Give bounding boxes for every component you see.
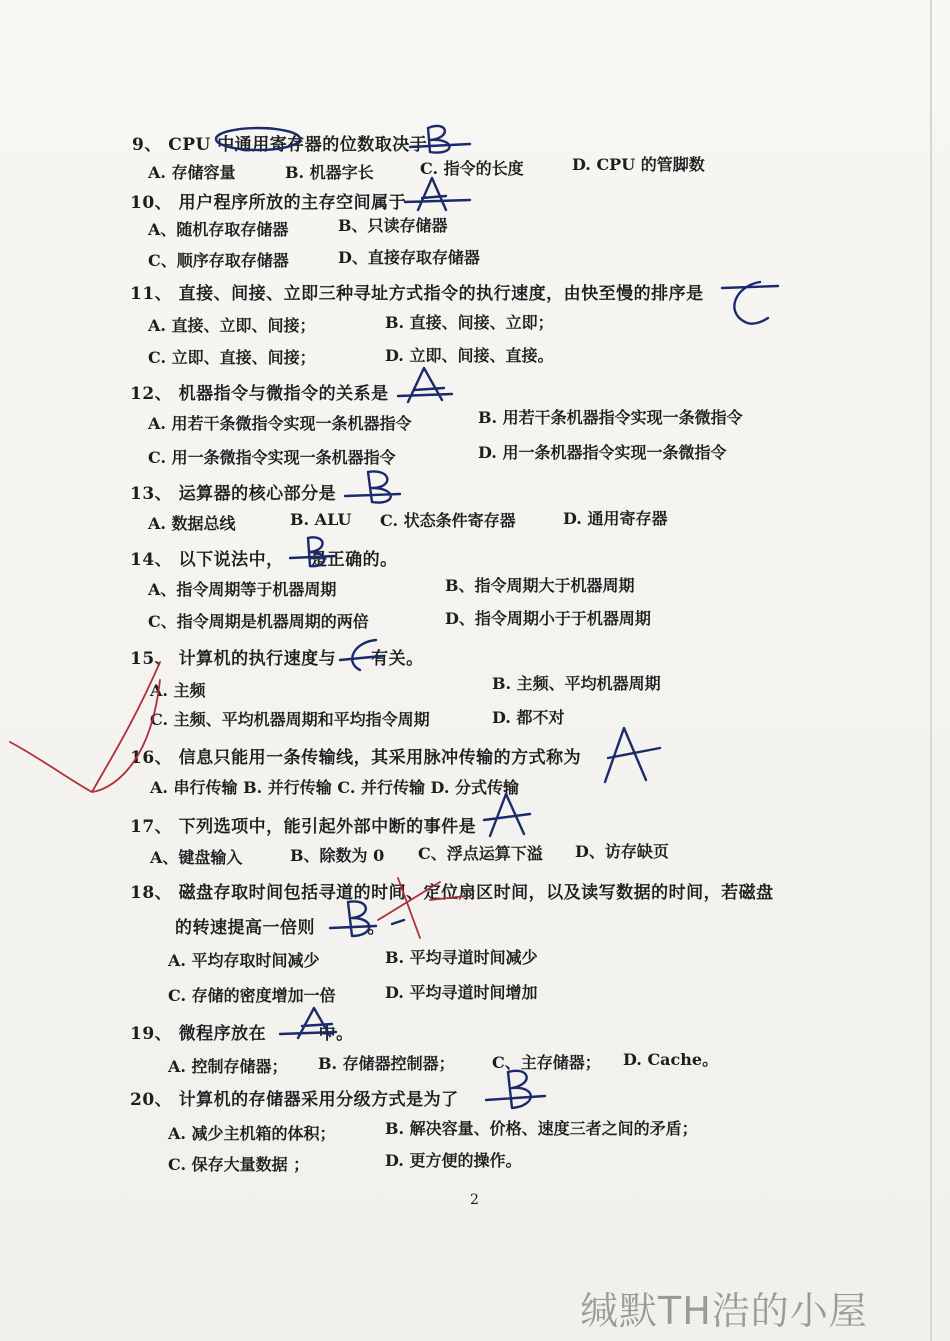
q13-option-c: C. 状态条件寄存器	[380, 511, 516, 530]
q18-option-b: B. 平均寻道时间减少	[385, 948, 538, 967]
question-16: 16、 信息只能用一条传输线，其采用脉冲传输的方式称为	[130, 748, 582, 768]
q14-option-d: D、指令周期小于于机器周期	[445, 609, 651, 628]
q19-option-b: B. 存储器控制器；	[318, 1054, 455, 1073]
question-12: 12、 机器指令与微指令的关系是	[130, 384, 389, 404]
q16-options: A. 串行传输 B. 并行传输 C. 并行传输 D. 分式传输	[150, 778, 519, 797]
q20-option-d: D. 更方便的操作。	[385, 1151, 522, 1170]
page-edge	[930, 0, 932, 1341]
q10-option-b: B、只读存储器	[338, 216, 448, 235]
q17-option-b: B、除数为 0	[290, 846, 385, 865]
q20-answer-mark	[486, 1071, 545, 1108]
q15-option-d: D. 都不对	[492, 708, 565, 727]
q10-option-a: A、随机存取存储器	[148, 220, 289, 239]
q12-option-c: C. 用一条微指令实现一条机器指令	[148, 448, 396, 467]
q18-option-a: A. 平均存取时间减少	[168, 951, 320, 970]
question-18: 18、 磁盘存取时间包括寻道的时间、定位扇区时间，以及读写数据的时间，若磁盘	[130, 883, 774, 903]
q9-option-b: B. 机器字长	[285, 163, 374, 182]
q10-answer-mark	[405, 178, 470, 210]
q20-option-c: C. 保存大量数据 ；	[168, 1155, 310, 1174]
question-10: 10、 用户程序所放的主存空间属于	[130, 193, 407, 213]
q19-option-a: A. 控制存储器；	[168, 1057, 288, 1076]
question-17: 17、 下列选项中，能引起外部中断的事件是	[130, 817, 477, 837]
q12-option-a: A. 用若干条微指令实现一条机器指令	[148, 414, 412, 433]
q14-option-c: C、指令周期是机器周期的两倍	[148, 612, 369, 631]
q10-option-c: C、顺序存取存储器	[148, 251, 289, 270]
q15-16-check-mark	[10, 662, 160, 792]
q17-option-d: D、访存缺页	[575, 842, 669, 861]
q17-answer-mark	[484, 794, 530, 836]
q11-answer-mark	[722, 282, 778, 324]
question-20: 20、 计算机的存储器采用分级方式是为了	[130, 1090, 459, 1110]
q15-option-a: A. 主频	[150, 681, 206, 700]
q13-option-b: B. ALU	[290, 510, 352, 529]
q9-option-d: D. CPU 的管脚数	[572, 155, 705, 174]
question-15: 15、 计算机的执行速度与 有关。	[130, 649, 424, 669]
q17-option-c: C、浮点运算下溢	[418, 844, 543, 863]
q20-option-b: B. 解决容量、价格、速度三者之间的矛盾；	[385, 1119, 698, 1138]
q11-option-d: D. 立即、间接、直接。	[385, 346, 554, 365]
q15-option-c: C. 主频、平均机器周期和平均指令周期	[150, 710, 430, 729]
q13-option-a: A. 数据总线	[148, 514, 236, 533]
q11-option-a: A. 直接、立即、间接；	[148, 316, 316, 335]
q12-answer-mark	[398, 368, 452, 402]
q17-option-a: A、键盘输入	[150, 848, 243, 867]
question-11: 11、 直接、间接、立即三种寻址方式指令的执行速度，由快至慢的排序是	[130, 284, 704, 304]
q9-option-c: C. 指令的长度	[420, 159, 524, 178]
q18-option-c: C. 存储的密度增加一倍	[168, 986, 336, 1005]
q20-option-a: A. 减少主机箱的体积；	[168, 1124, 336, 1143]
q11-option-c: C. 立即、直接、间接；	[148, 348, 316, 367]
watermark: 缄默TH浩的小屋	[580, 1289, 868, 1333]
q11-option-b: B. 直接、间接、立即；	[385, 313, 554, 332]
q13-option-d: D. 通用寄存器	[563, 509, 668, 528]
q12-option-d: D. 用一条机器指令实现一条微指令	[478, 443, 727, 462]
q18-option-d: D. 平均寻道时间增加	[385, 983, 538, 1002]
q13-answer-mark	[345, 471, 400, 502]
q9-option-a: A. 存储容量	[148, 163, 236, 182]
q14-option-a: A、指令周期等于机器周期	[148, 580, 337, 599]
question-9: 9、 CPU 中通用寄存器的位数取决于	[132, 135, 428, 155]
question-19: 19、 微程序放在 中。	[130, 1024, 354, 1044]
question-14: 14、 以下说法中， 是正确的。	[130, 550, 398, 570]
q15-option-b: B. 主频、平均机器周期	[492, 674, 661, 693]
q14-option-b: B、指令周期大于机器周期	[445, 576, 635, 595]
q16-answer-mark	[605, 728, 660, 782]
question-13: 13、 运算器的核心部分是	[130, 484, 337, 504]
page-number: 2	[470, 1192, 479, 1208]
question-18-cont: 的转速提高一倍则 。	[175, 918, 385, 938]
q12-option-b: B. 用若干条机器指令实现一条微指令	[478, 408, 743, 427]
q10-option-d: D、直接存取存储器	[338, 248, 480, 267]
q19-option-c: C、主存储器；	[492, 1053, 601, 1072]
q19-option-d: D. Cache。	[623, 1050, 719, 1069]
